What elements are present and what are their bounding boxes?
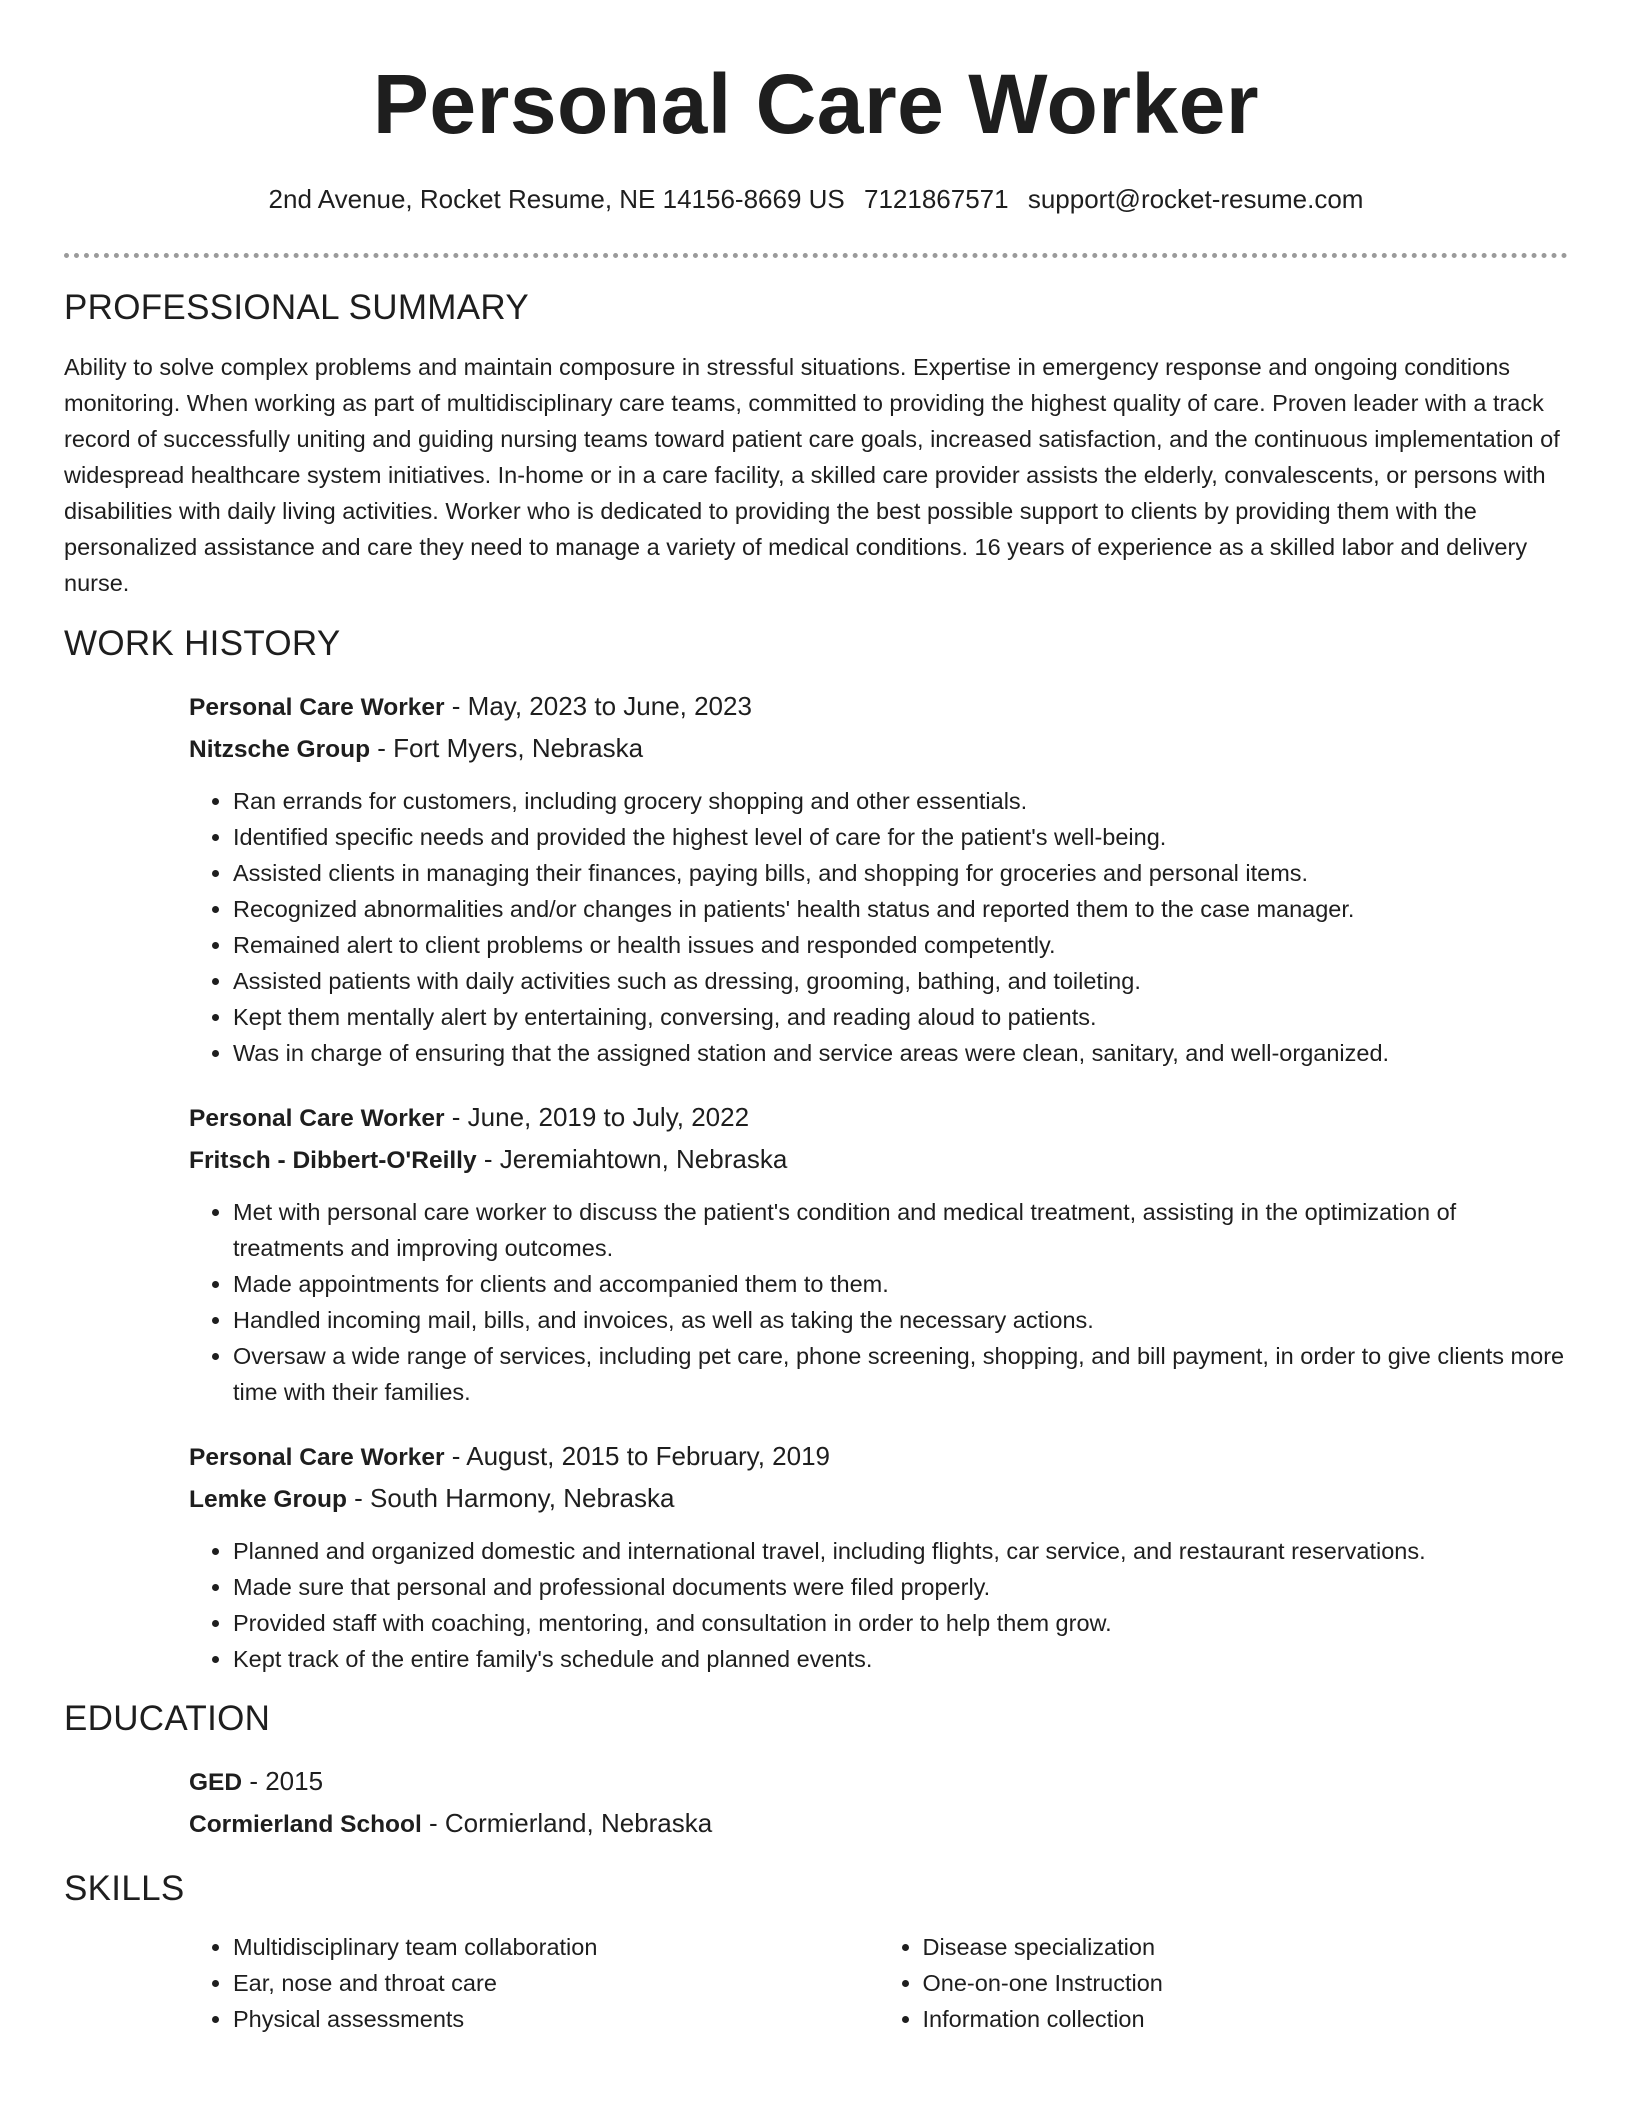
job-location: - Jeremiahtown, Nebraska: [476, 1144, 788, 1174]
job-company: Lemke Group: [189, 1486, 347, 1513]
list-item: • Kept them mentally alert by entertaining, conversing, and reading aloud to patients.: [233, 999, 1568, 1035]
job-location: - South Harmony, Nebraska: [346, 1483, 675, 1513]
contact-email[interactable]: support@rocket-resume.com: [1027, 184, 1364, 214]
job-title-line: [189, 1097, 1568, 1139]
education-entry: [189, 1761, 1568, 1845]
skills-column-right: [879, 1929, 1569, 2037]
job-title-line: [189, 1436, 1568, 1478]
education-degree-line: [189, 1761, 1568, 1803]
list-item: • Recognized abnormalities and/or changes in patients' health status and reported them to the case manager.: [233, 891, 1568, 927]
education-school: Cormierland School: [189, 1811, 422, 1838]
job-location: - Fort Myers, Nebraska: [370, 733, 644, 763]
skill-item: • One-on-one Instruction: [923, 1965, 1569, 2001]
skills-heading: SKILLS: [64, 1869, 185, 1908]
list-item: • Identified specific needs and provided the highest level of care for the patient's well-being.: [233, 819, 1568, 855]
job-dates: - August, 2015 to February, 2019: [444, 1441, 830, 1471]
job-company: Fritsch - Dibbert-O'Reilly: [189, 1147, 477, 1174]
job-company: Nitzsche Group: [189, 736, 371, 763]
skill-item: • Disease specialization: [923, 1929, 1569, 1965]
list-item: • Assisted clients in managing their finances, paying bills, and shopping for groceries and personal items.: [233, 855, 1568, 891]
skills-column-left: [189, 1929, 879, 2037]
work-history-heading: WORK HISTORY: [64, 624, 341, 663]
job-entry: [189, 1097, 1568, 1410]
education-year: - 2015: [242, 1766, 324, 1796]
job-company-line: [189, 728, 1568, 770]
contact-address: 2nd Avenue, Rocket Resume, NE 14156-8669 US: [268, 184, 845, 214]
skill-item: • Multidisciplinary team collaboration: [233, 1929, 879, 1965]
job-title-line: [189, 686, 1568, 728]
skill-item: • Physical assessments: [233, 2001, 879, 2037]
skill-item: • Ear, nose and throat care: [233, 1965, 879, 2001]
list-item: • Made appointments for clients and accompanied them to them.: [233, 1266, 1568, 1302]
job-bullets: [189, 1194, 1568, 1410]
education-school-line: [189, 1803, 1568, 1845]
header-divider: [64, 253, 1568, 258]
job-entry: [189, 686, 1568, 1071]
candidate-name: Personal Care Worker: [372, 57, 1260, 151]
job-dates: - May, 2023 to June, 2023: [444, 691, 752, 721]
contact-phone: 7121867571: [863, 184, 1009, 214]
list-item: • Provided staff with coaching, mentoring, and consultation in order to help them grow.: [233, 1605, 1568, 1641]
job-dates: - June, 2019 to July, 2022: [444, 1102, 750, 1132]
skill-item: • Information collection: [923, 2001, 1569, 2037]
job-role: Personal Care Worker: [189, 1444, 445, 1471]
job-company-line: [189, 1139, 1568, 1181]
skills-grid: [189, 1929, 1568, 2037]
summary-text: Ability to solve complex problems and maintain composure in stressful situations. Expertise in emergency response and ongoing conditions monitoring. When working as part of multidisciplinary care teams, committed to providing the highest quality of care. Proven leader with a track record of successfully uniting and guiding nursing teams toward patient care goals, increased satisfaction, and the continuous implementation of widespread healthcare system initiatives. In-home or in a care facility, a skilled care provider assists the elderly, convalescents, or persons with disabilities with daily living activities. Worker who is dedicated to providing the best possible support to clients by providing them with the personalized assistance and care they need to manage a variety of medical conditions. 16 years of experience as a skilled labor and delivery nurse.: [64, 354, 1560, 596]
contact-line: [64, 184, 1568, 214]
list-item: • Made sure that personal and professional documents were filed properly.: [233, 1569, 1568, 1605]
list-item: • Remained alert to client problems or health issues and responded competently.: [233, 927, 1568, 963]
job-company-line: [189, 1478, 1568, 1520]
job-bullets: [189, 1533, 1568, 1677]
list-item: • Oversaw a wide range of services, including pet care, phone screening, shopping, and bill payment, in order to give clients more time with their families.: [233, 1338, 1568, 1410]
education-location: - Cormierland, Nebraska: [421, 1808, 713, 1838]
education-heading: EDUCATION: [64, 1699, 271, 1738]
job-bullets: [189, 783, 1568, 1071]
job-role: Personal Care Worker: [189, 694, 445, 721]
job-entry: [189, 1436, 1568, 1677]
summary-heading: PROFESSIONAL SUMMARY: [64, 288, 529, 327]
list-item: • Planned and organized domestic and international travel, including flights, car service, and restaurant reservations.: [233, 1533, 1568, 1569]
list-item: • Was in charge of ensuring that the assigned station and service areas were clean, sanitary, and well-organized.: [233, 1035, 1568, 1071]
list-item: • Ran errands for customers, including grocery shopping and other essentials.: [233, 783, 1568, 819]
list-item: • Met with personal care worker to discuss the patient's condition and medical treatment, assisting in the optimization of treatments and improving outcomes.: [233, 1194, 1568, 1266]
list-item: • Handled incoming mail, bills, and invoices, as well as taking the necessary actions.: [233, 1302, 1568, 1338]
list-item: • Assisted patients with daily activities such as dressing, grooming, bathing, and toileting.: [233, 963, 1568, 999]
list-item: • Kept track of the entire family's schedule and planned events.: [233, 1641, 1568, 1677]
education-degree: GED: [189, 1769, 243, 1796]
job-role: Personal Care Worker: [189, 1105, 445, 1132]
